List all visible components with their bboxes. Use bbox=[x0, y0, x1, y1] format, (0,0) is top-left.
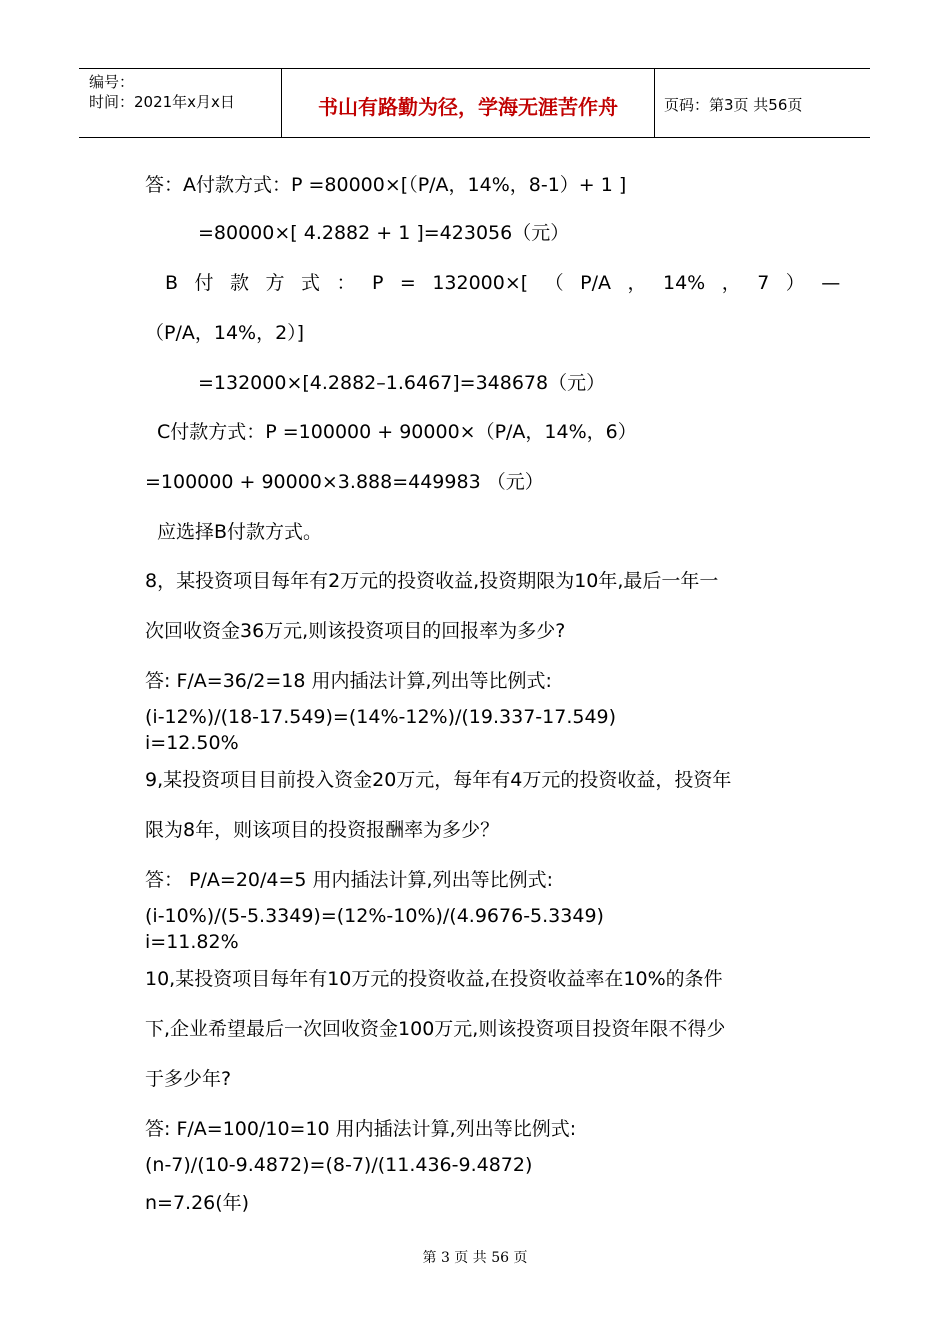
page-header bbox=[79, 68, 870, 138]
body-line: 答: F/A=36/2=18 用内插法计算,列出等比例式: bbox=[145, 670, 552, 692]
body-line: 于多少年? bbox=[145, 1068, 232, 1090]
header-meta-cell bbox=[79, 69, 282, 137]
motto-text: 书山有路勤为径，学海无涯苦作舟 bbox=[318, 95, 618, 119]
body-line: =100000 + 90000×3.888=449983 （元） bbox=[145, 471, 544, 493]
result-line: i=12.50% bbox=[145, 732, 239, 754]
page-number-info: 页码：第3页 共56页 bbox=[664, 96, 803, 114]
body-line: 答： P/A=20/4=5 用内插法计算,列出等比例式: bbox=[145, 869, 553, 891]
body-line: 答：A付款方式：P =80000×[（P/A，14%，8-1）+ 1 ] bbox=[145, 174, 627, 196]
header-motto-cell bbox=[282, 69, 655, 137]
body-line: 应选择B付款方式。 bbox=[157, 521, 323, 543]
body-line: C付款方式：P =100000 + 90000×（P/A，14%，6） bbox=[157, 421, 637, 443]
body-line: 次回收资金36万元,则该投资项目的回报率为多少? bbox=[145, 620, 566, 642]
time-label: 时间：2021年x月x日 bbox=[89, 93, 235, 111]
formula-line: (i-10%)/(5-5.3349)=(12%-10%)/(4.9676-5.3349) bbox=[145, 905, 604, 927]
body-line: 8，某投资项目每年有2万元的投资收益,投资期限为10年,最后一年一 bbox=[145, 570, 719, 592]
formula-line: (i-12%)/(18-17.549)=(14%-12%)/(19.337-17.549) bbox=[145, 706, 617, 728]
result-line: i=11.82% bbox=[145, 931, 239, 953]
body-line: 10,某投资项目每年有10万元的投资收益,在投资收益率在10%的条件 bbox=[145, 968, 723, 990]
body-line: 9,某投资项目目前投入资金20万元，每年有4万元的投资收益，投资年 bbox=[145, 769, 732, 791]
body-line: B 付 款 方 式 ： P = 132000×[ （ P/A ， 14% ， 7 ） — bbox=[165, 272, 841, 294]
result-line: n=7.26(年) bbox=[145, 1192, 250, 1214]
page-footer: 第 3 页 共 56 页 bbox=[422, 1250, 528, 1266]
body-line: =80000×[ 4.2882 + 1 ]=423056（元） bbox=[198, 222, 570, 244]
formula-line: (n-7)/(10-9.4872)=(8-7)/(11.436-9.4872) bbox=[145, 1154, 533, 1176]
serial-label: 编号： bbox=[89, 73, 135, 91]
body-line: 答: F/A=100/10=10 用内插法计算,列出等比例式: bbox=[145, 1118, 577, 1140]
body-line: （P/A，14%，2）] bbox=[145, 322, 305, 344]
body-line: 下,企业希望最后一次回收资金100万元,则该投资项目投资年限不得少 bbox=[145, 1018, 726, 1040]
body-line: 限为8年，则该项目的投资报酬率为多少？ bbox=[145, 819, 500, 841]
body-line: =132000×[4.2882–1.6467]=348678（元） bbox=[198, 372, 606, 394]
header-page-cell bbox=[655, 69, 870, 137]
